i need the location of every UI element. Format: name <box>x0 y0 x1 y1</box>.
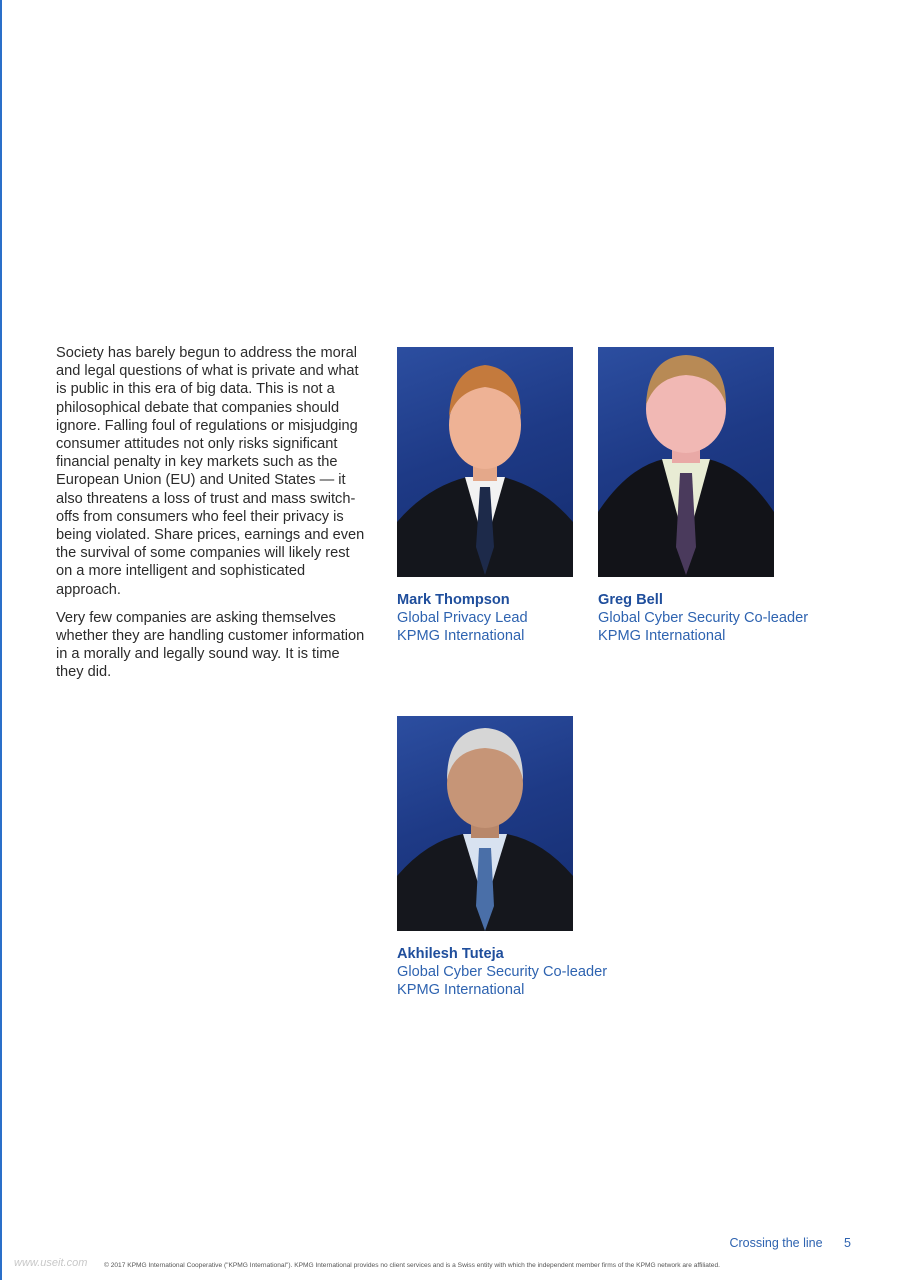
portrait-illustration <box>397 716 573 931</box>
person-organization: KPMG International <box>397 628 525 645</box>
body-paragraph-1: Society has barely begun to address the moral and legal questions of what is private and what is public in this era of big data. This is not a philosophical debate that companies should ignore. Falling foul of regulations or misjudging consumer attitudes not only risks significant financial penalty in key markets such as the European Union (EU) and United States — it also threatens a loss of trust and mass switch-offs from consumers who feel their privacy is being violated. Share prices, earnings and even the survival of some companies will likely rest on a more intelligent and sophisticated approach. <box>56 345 365 598</box>
page-footer <box>729 1236 851 1250</box>
watermark-text: www.useit.com <box>14 1257 88 1269</box>
person-name: Greg Bell <box>598 592 663 608</box>
profile-mark-thompson <box>397 347 627 646</box>
body-paragraph-2: Very few companies are asking themselves whether they are handling customer information in a morally and legally sound way. It is time they did. <box>56 609 365 681</box>
person-role: Global Privacy Lead <box>397 610 528 627</box>
page-number: 5 <box>844 1236 851 1250</box>
profile-greg-bell <box>598 347 828 646</box>
person-name: Mark Thompson <box>397 592 510 608</box>
portrait-photo-akhilesh-tuteja <box>397 716 573 931</box>
body-text <box>56 344 368 692</box>
person-name: Akhilesh Tuteja <box>397 946 504 962</box>
profile-akhilesh-tuteja <box>397 716 627 1000</box>
portrait-photo-mark-thompson <box>397 347 573 577</box>
portrait-illustration <box>397 347 573 577</box>
left-accent-rule <box>0 0 2 1280</box>
person-role: Global Cyber Security Co-leader <box>598 610 809 627</box>
portrait-illustration <box>598 347 774 577</box>
person-organization: KPMG International <box>397 982 525 999</box>
person-role: Global Cyber Security Co-leader <box>397 964 608 981</box>
person-organization: KPMG International <box>598 628 726 645</box>
document-title: Crossing the line <box>729 1236 823 1250</box>
copyright-notice: © 2017 KPMG International Cooperative ("KPMG International"). KPMG International provides no client services and is a Swiss entity with which the independent member firms of the KPMG network are affiliated. <box>104 1262 720 1269</box>
portrait-photo-greg-bell <box>598 347 774 577</box>
